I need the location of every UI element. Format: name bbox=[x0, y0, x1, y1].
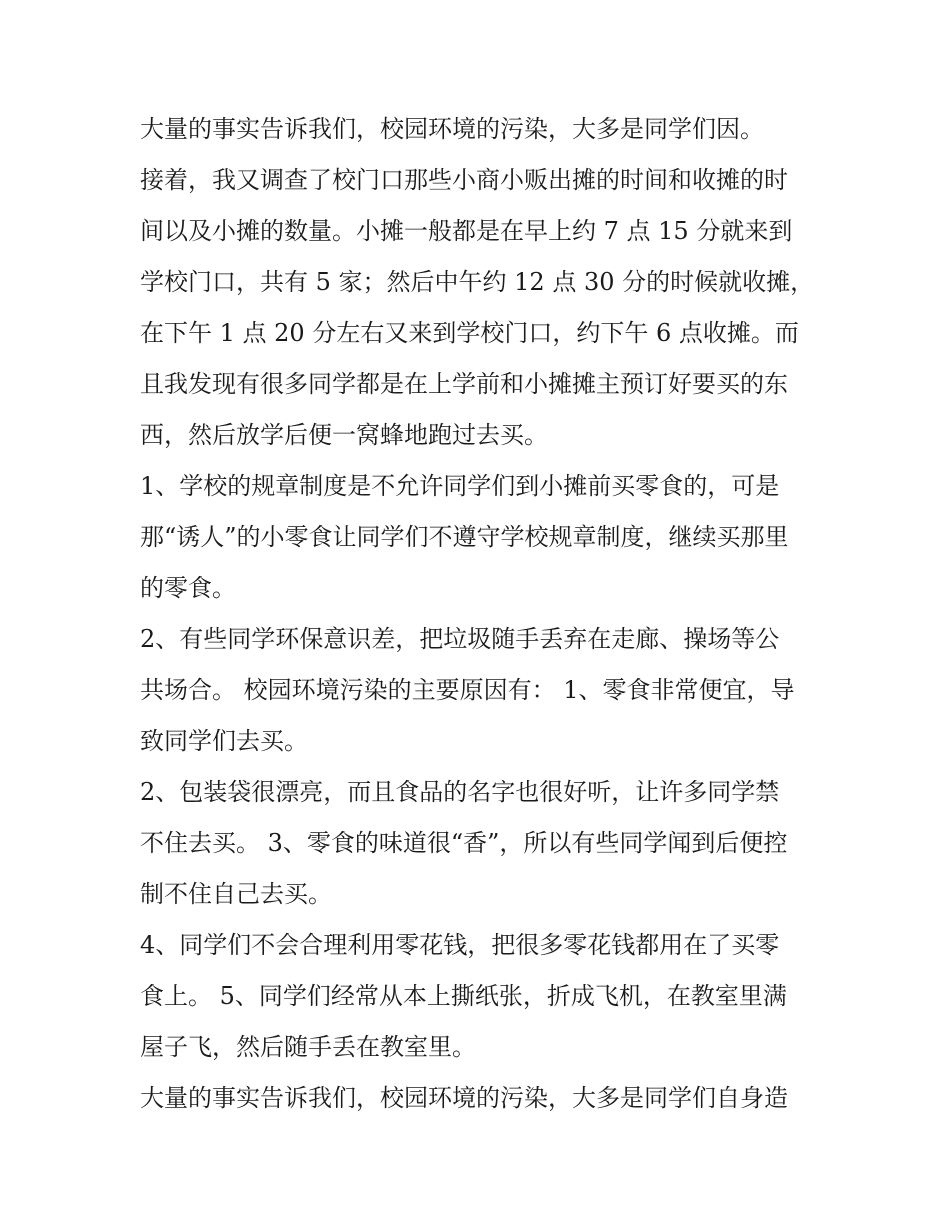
text-line: 屋子飞，然后随手丢在教室里。 bbox=[140, 1033, 476, 1061]
document-body bbox=[140, 104, 820, 1124]
text-line: 2、包装袋很漂亮，而且食品的名字也很好听，让许多同学禁 bbox=[140, 778, 780, 806]
text-line: 制不住自己去买。 bbox=[140, 880, 332, 908]
text-line: 那“诱人”的小零食让同学们不遵守学校规章制度，继续买那里 bbox=[140, 523, 789, 551]
text-line: 学校门口，共有 5 家；然后中午约 12 点 30 分的时候就收摊， bbox=[140, 268, 815, 296]
text-line: 的零食。 bbox=[140, 574, 236, 602]
text-line: 2、有些同学环保意识差，把垃圾随手丢弃在走廊、操场等公 bbox=[140, 625, 780, 653]
text-line: 在下午 1 点 20 分左右又来到学校门口，约下午 6 点收摊。而 bbox=[140, 319, 799, 347]
text-line: 致同学们去买。 bbox=[140, 727, 308, 755]
text-line: 西，然后放学后便一窝蜂地跑过去买。 bbox=[140, 421, 548, 449]
text-line: 1、学校的规章制度是不允许同学们到小摊前买零食的，可是 bbox=[140, 472, 780, 500]
text-line: 接着，我又调查了校门口那些小商小贩出摊的时间和收摊的时 bbox=[140, 166, 788, 194]
text-line: 大量的事实告诉我们，校园环境的污染，大多是同学们自身造 bbox=[140, 1084, 788, 1112]
text-line: 不住去买。 3、零食的味道很“香”，所以有些同学闻到后便控 bbox=[140, 829, 788, 857]
text-line: 大量的事实告诉我们，校园环境的污染，大多是同学们因。 bbox=[140, 115, 764, 143]
text-line: 共场合。 校园环境污染的主要原因有： 1、零食非常便宜，导 bbox=[140, 676, 795, 704]
text-line: 且我发现有很多同学都是在上学前和小摊摊主预订好要买的东 bbox=[140, 370, 788, 398]
text-line: 间以及小摊的数量。小摊一般都是在早上约 7 点 15 分就来到 bbox=[140, 217, 793, 245]
text-line: 食上。 5、同学们经常从本上撕纸张，折成飞机，在教室里满 bbox=[140, 982, 787, 1010]
text-line: 4、同学们不会合理利用零花钱，把很多零花钱都用在了买零 bbox=[140, 931, 780, 959]
